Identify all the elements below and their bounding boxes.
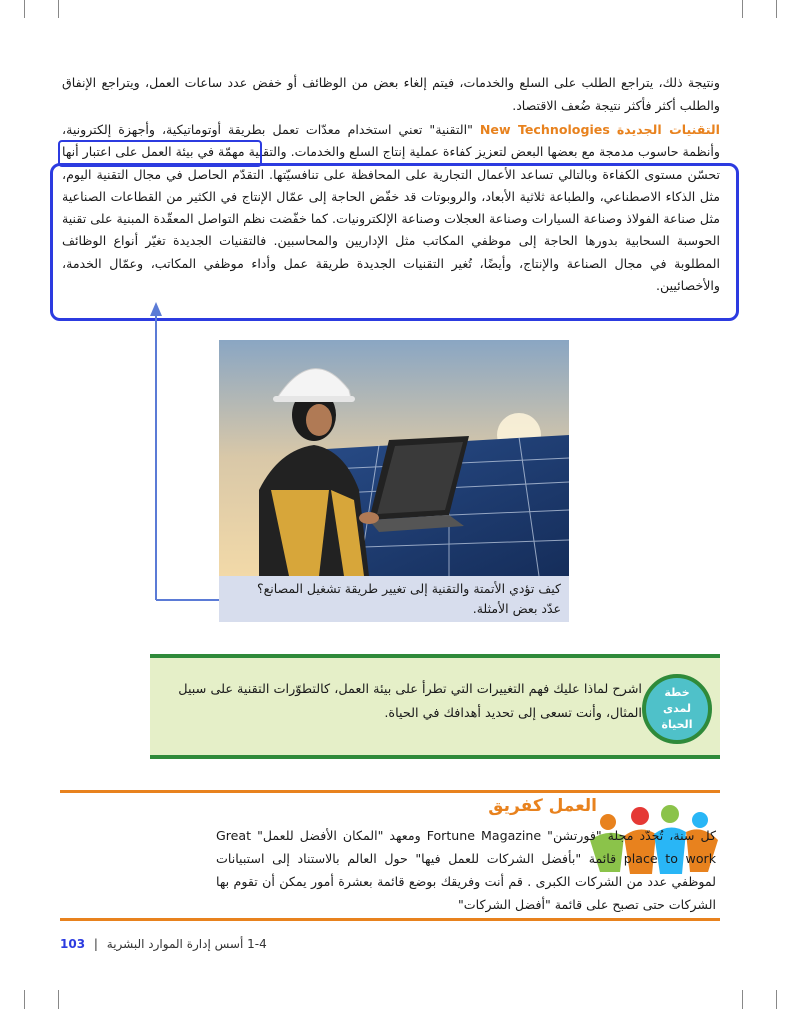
photo-caption (219, 576, 569, 622)
teamwork-rule-bottom (60, 918, 720, 921)
life-plan-badge (642, 674, 712, 744)
crop-mark (776, 990, 777, 1009)
caption-instruction: عدّد بعض الأمثلة. (472, 601, 561, 616)
footer-separator: | (93, 937, 98, 951)
life-plan-badge-label: خطة لمدى الحياة (661, 686, 693, 731)
page-number: 103 (60, 937, 86, 951)
crop-mark (742, 990, 743, 1009)
crop-mark (24, 990, 25, 1009)
engineer-solar-photo (219, 340, 569, 576)
page-footer (60, 937, 267, 951)
intro-paragraph: ونتيجة ذلك، يتراجع الطلب على السلع والخدمات، فيتم إلغاء بعض من الوظائف أو خفض عدد ساعات العمل، ويتراجع الإنفاق والطلب أكثر فأكثر نتيجة ضُعف الاقتصاد. (62, 75, 720, 113)
life-plan-box (150, 654, 720, 759)
footer-chapter: 1-4 أسس إدارة الموارد البشرية (106, 937, 267, 951)
term-ar: التقنيات الجديدة (616, 122, 720, 137)
teamwork-text: كل سنة، تُحدّد مجلة "فورتشن" Fortune Magazine ومعهد "المكان الأفضل للعمل" Great place to work قائمة "بأفضل الشركات للعمل فيها" حول العالم بالاستناد إلى استبيانات لموظفي عدد من الشركات الكبرى . قم أنت وفريقك بوضع قائمة بعشرة أمور يمكن أن تقوم بها الشركات حتى تصبح على قائمة "أفضل الشركات" (216, 828, 717, 912)
crop-mark (58, 990, 59, 1009)
life-plan-text: اشرح لماذا عليك فهم التغييرات التي تطرأ على بيئة العمل، كالتطوّرات التقنية على سبيل المثال، وأنت تسعى إلى تحديد أهدافك في الحياة. (178, 682, 642, 721)
caption-question: كيف تؤدي الأتمتة والتقنية إلى تغيير طريقة تشغيل المصانع؟ (257, 581, 561, 596)
highlight-box-main (50, 163, 739, 321)
crop-mark (776, 0, 777, 18)
teamwork-title: العمل كفريق (488, 796, 597, 816)
annotation-arrow-icon (140, 300, 230, 610)
term-en: New Technologies (479, 122, 610, 137)
crop-mark (742, 0, 743, 18)
tech-definition: "التقنية" تعني استخدام معدّات تعمل بطريقة أوتوماتيكية، وأجهزة إلكترونية، وأنظمة حاسوب مدمجة مع بعضها البعض لتعزيز كفاءة عملية إنتاج السلع والخدمات. (62, 122, 721, 160)
crop-mark (24, 0, 25, 18)
teamwork-rule-top (60, 790, 720, 793)
tech-highlighted-text: والتقنية مهمّة في بيئة العمل على اعتبار أنها تحسّن مستوى الكفاءة وبالتالي تساعد الأعمال التجارية على المحافظة على تنافسيّتها. التقدّم الحاصل في مجال التقنية اليوم، مثل الذكاء الاصطناعي، والطباعة ثلاثية الأبعاد، والروبوتات قد خفّض الحاجة إلى عمّال الإنتاج في الكثير من القطاعات الصناعية مثل صناعة الفولاذ وصناعة السيارات وصناعة العجلات وصناعة الإلكترونيات. كما خفّضت نظم التواصل المعقّدة المبنية على تقنية الحوسبة السحابية بدورها الحاجة إلى موظفي المكاتب مثل الإداريين والمحاسبين. فالتقنيات الجديدة تغيّر أنواع الوظائف المطلوبة في مجال الصناعة والإنتاج، وأيضًا، تُغير التقنيات الجديدة طريقة عمل وأداء موظفي المكاتب، وعمّال الخدمة، والأخصائيين. (62, 144, 720, 294)
crop-mark (58, 0, 59, 18)
